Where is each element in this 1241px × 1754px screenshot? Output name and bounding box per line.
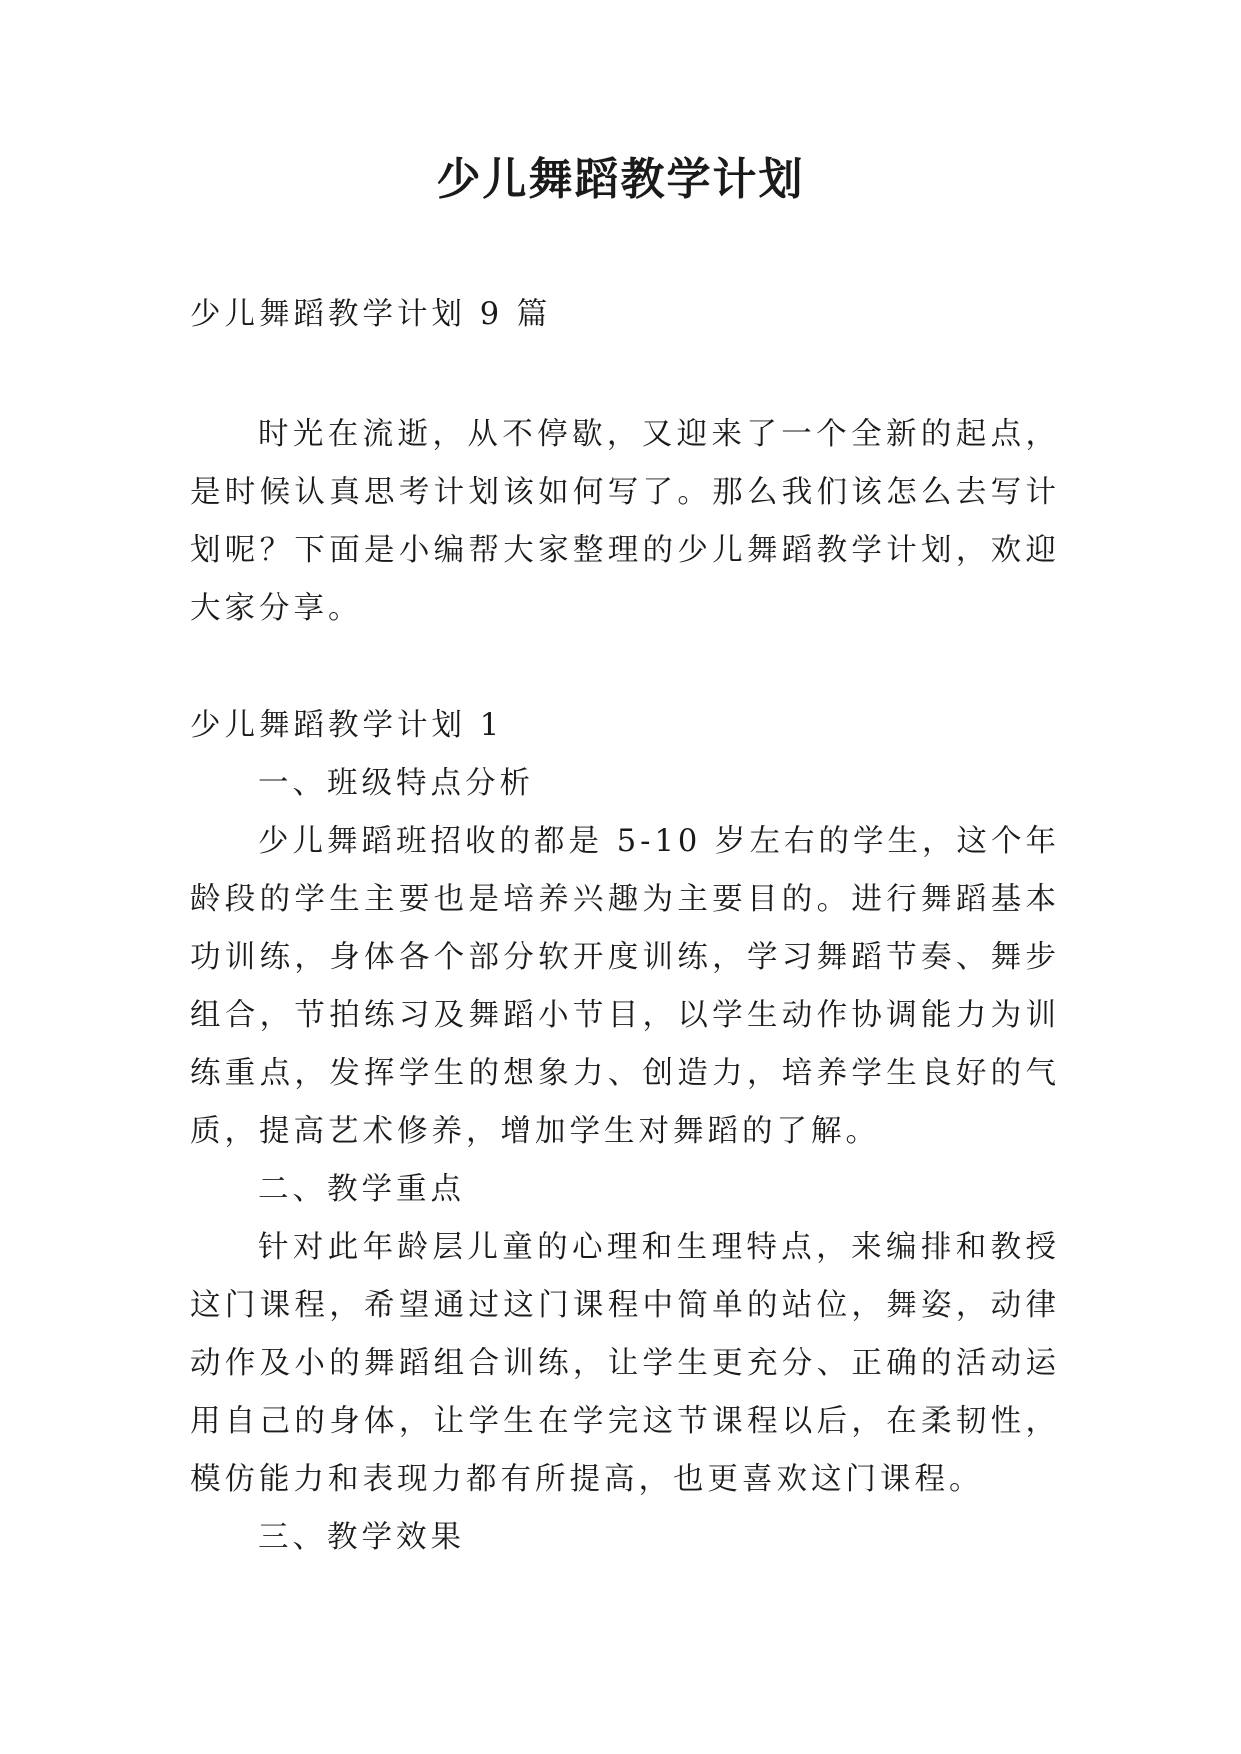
heading-teaching-focus: 二、教学重点 — [258, 1172, 465, 1207]
document-title: 少儿舞蹈教学计划 — [436, 154, 805, 205]
intro-paragraph: 时光在流逝，从不停歇，又迎来了一个全新的起点，是时候认真思考计划该如何写了。那么我们该怎么去写计划呢？下面是小编帮大家整理的少儿舞蹈教学计划，欢迎大家分享。 — [190, 417, 1060, 626]
section-content — [190, 755, 1060, 1567]
section-title: 少儿舞蹈教学计划 1 — [190, 708, 504, 743]
paragraph-teaching-focus: 针对此年龄层儿童的心理和生理特点，来编排和教授这门课程，希望通过这门课程中简单的站位，舞姿，动律动作及小的舞蹈组合训练，让学生更充分、正确的活动运用自己的身体，让学生在学完这节课程以后，在柔韧性，模仿能力和表现力都有所提高，也更喜欢这门课程。 — [190, 1230, 1060, 1497]
heading-teaching-effect: 三、教学效果 — [258, 1520, 465, 1555]
heading-class-analysis: 一、班级特点分析 — [258, 766, 534, 801]
paragraph-class-analysis: 少儿舞蹈班招收的都是 5-10 岁左右的学生，这个年龄段的学生主要也是培养兴趣为主要目的。进行舞蹈基本功训练，身体各个部分软开度训练，学习舞蹈节奏、舞步组合，节拍练习及舞蹈小节目，以学生动作协调能力为训练重点，发挥学生的想象力、创造力，培养学生良好的气质，提高艺术修养，增加学生对舞蹈的了解。 — [190, 824, 1060, 1149]
document-subtitle: 少儿舞蹈教学计划 9 篇 — [190, 297, 552, 332]
